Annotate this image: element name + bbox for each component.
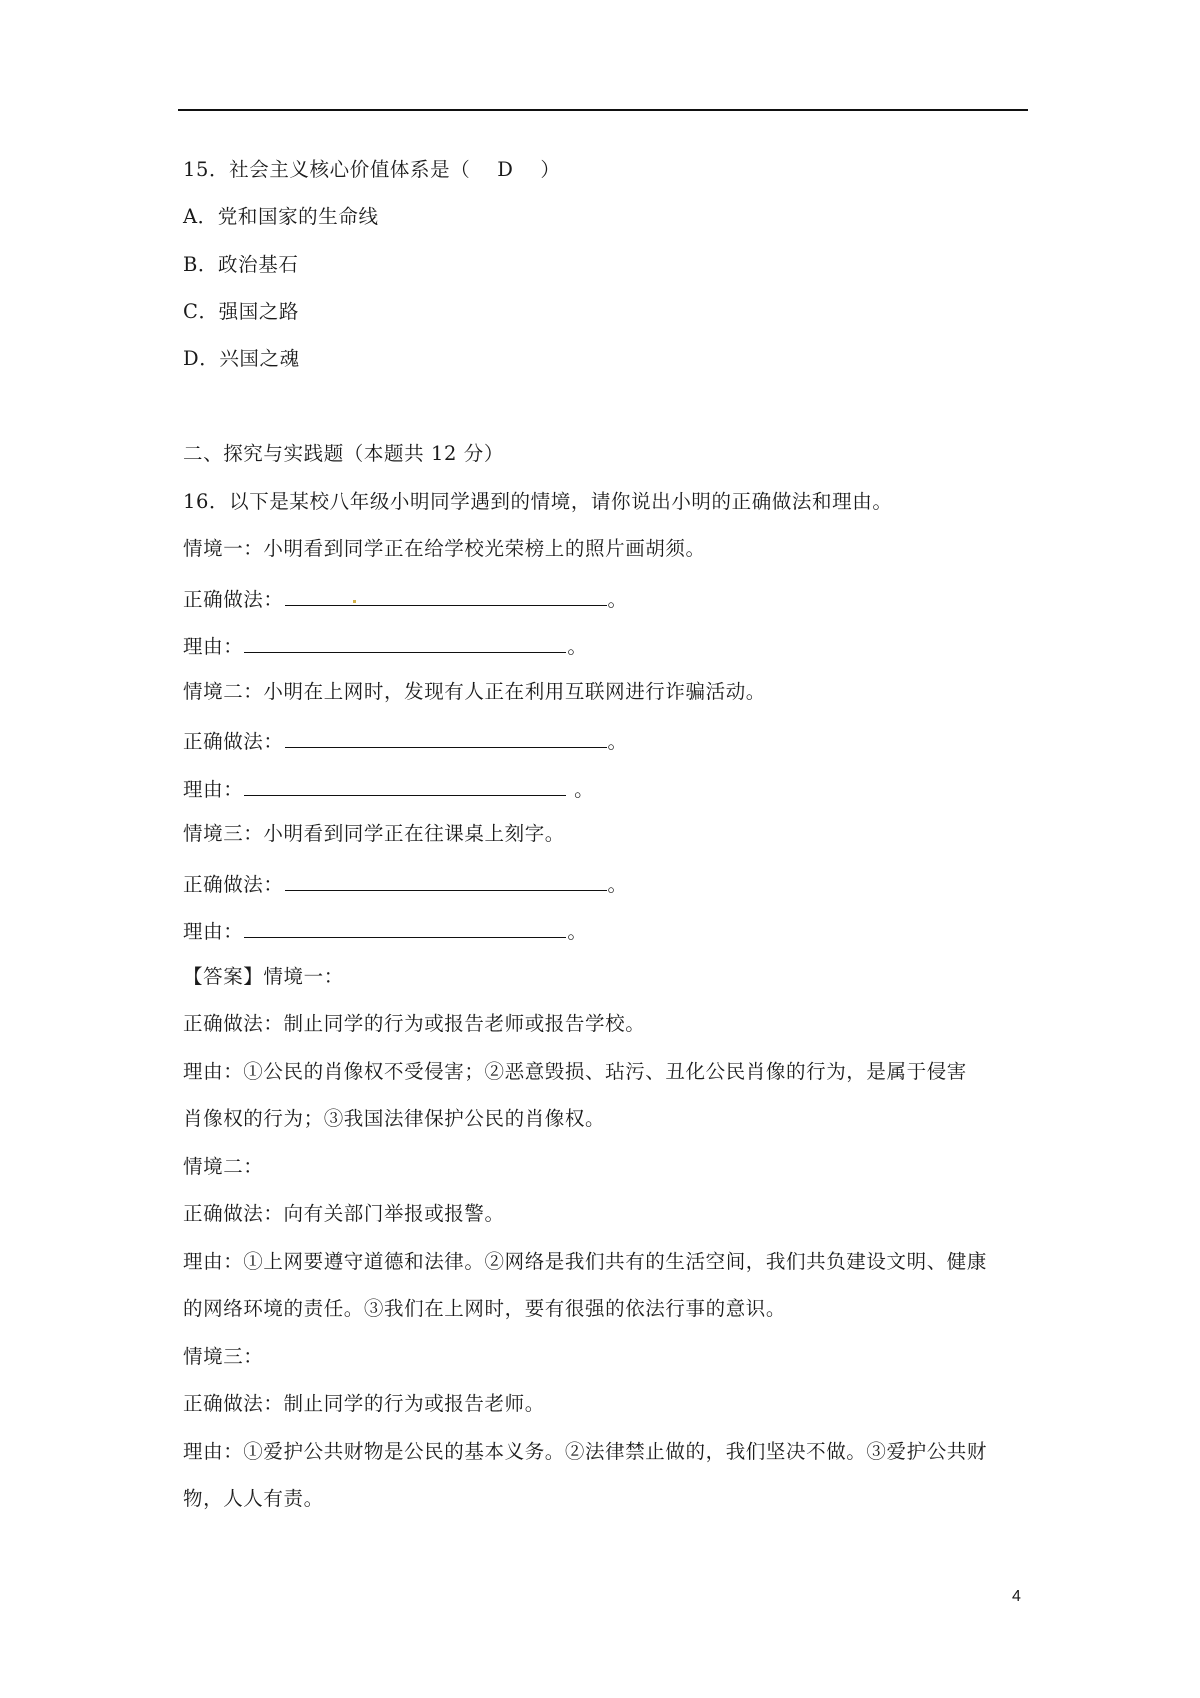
- answer-s2-head: 情境二：: [183, 1155, 264, 1178]
- answer-s1-method: 正确做法：制止同学的行为或报告老师或报告学校。: [183, 1012, 646, 1035]
- answer-s2-reason-line2: 的网络环境的责任。③我们在上网时，要有很强的依法行事的意识。: [183, 1297, 787, 1320]
- answer-blank: [285, 583, 607, 606]
- scenario2: 情境二：小明在上网时，发现有人正在利用互联网进行诈骗活动。: [183, 680, 766, 703]
- q15-option-a: A．党和国家的生命线: [183, 205, 379, 228]
- scenario3-method: [183, 868, 628, 899]
- answer-s3-head: 情境三：: [183, 1345, 264, 1368]
- answer-blank: [244, 773, 566, 796]
- answer-blank: [285, 725, 607, 748]
- answer-s3-reason-line1: 理由：①爱护公共财物是公民的基本义务。②法律禁止做的，我们坚决不做。③爱护公共财: [183, 1440, 988, 1463]
- period: 。: [607, 588, 628, 611]
- scenario2-method: [183, 725, 628, 756]
- reason-label: 理由：: [183, 778, 244, 801]
- q15-stem: 15．社会主义核心价值体系是（ D ）: [183, 158, 561, 181]
- q15-option-c: C．强国之路: [183, 300, 300, 323]
- answer-blank: [244, 915, 566, 938]
- q16-stem: 16．以下是某校八年级小明同学遇到的情境，请你说出小明的正确做法和理由。: [183, 490, 893, 513]
- answer-s3-reason-line2: 物，人人有责。: [183, 1487, 324, 1510]
- scenario2-reason: [183, 773, 594, 804]
- answer-s1-reason-line1: 理由：①公民的肖像权不受侵害；②恶意毁损、玷污、丑化公民肖像的行为，是属于侵害: [183, 1060, 967, 1083]
- scenario3: 情境三：小明看到同学正在往课桌上刻字。: [183, 822, 565, 845]
- period: 。: [567, 635, 588, 658]
- answer-s1-reason-line2: 肖像权的行为；③我国法律保护公民的肖像权。: [183, 1107, 606, 1130]
- answer-head: 【答案】情境一：: [183, 965, 344, 988]
- method-label: 正确做法：: [183, 588, 284, 611]
- period: 。: [567, 920, 588, 943]
- q15-option-d: D．兴国之魂: [183, 347, 300, 370]
- reason-label: 理由：: [183, 635, 244, 658]
- scenario1-reason: [183, 630, 587, 661]
- scenario1: 情境一：小明看到同学正在给学校光荣榜上的照片画胡须。: [183, 537, 706, 560]
- method-label: 正确做法：: [183, 873, 284, 896]
- answer-s2-method: 正确做法：向有关部门举报或报警。: [183, 1202, 505, 1225]
- answer-blank: [285, 868, 607, 891]
- period: 。: [574, 778, 595, 801]
- page-number: 4: [1012, 1588, 1021, 1605]
- header-rule: [178, 109, 1028, 111]
- reason-label: 理由：: [183, 920, 244, 943]
- answer-s2-reason-line1: 理由：①上网要遵守道德和法律。②网络是我们共有的生活空间，我们共负建设文明、健康: [183, 1250, 988, 1273]
- method-label: 正确做法：: [183, 730, 284, 753]
- q15-option-b: B．政治基石: [183, 253, 299, 276]
- scenario1-method: [183, 583, 628, 614]
- answer-s3-method: 正确做法：制止同学的行为或报告老师。: [183, 1392, 545, 1415]
- scenario3-reason: [183, 915, 587, 946]
- answer-blank: [244, 630, 566, 653]
- period: 。: [607, 873, 628, 896]
- section2-title: 二、探究与实践题（本题共 12 分）: [183, 442, 505, 465]
- stray-mark: [353, 600, 356, 603]
- period: 。: [607, 730, 628, 753]
